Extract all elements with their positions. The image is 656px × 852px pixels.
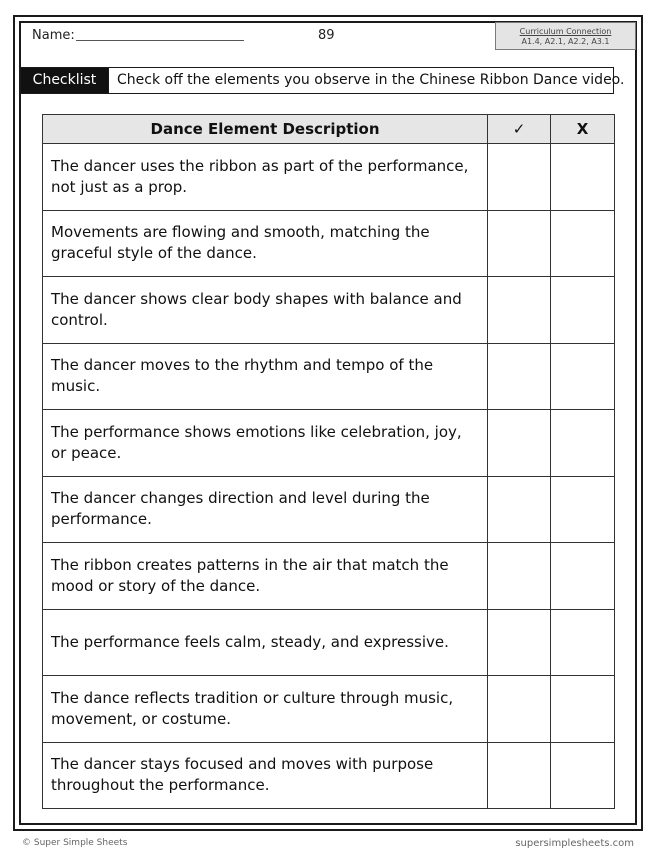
check-cell[interactable] (488, 343, 551, 410)
x-cell[interactable] (551, 144, 615, 211)
table-row (43, 277, 615, 344)
element-description: The dancer moves to the rhythm and tempo of the music. (43, 343, 488, 410)
divider (108, 68, 109, 93)
table-row (43, 476, 615, 543)
curriculum-title: Curriculum Connection (519, 27, 612, 36)
check-cell[interactable] (488, 742, 551, 809)
table-row (43, 676, 615, 743)
x-cell[interactable] (551, 277, 615, 344)
check-header: ✓ (488, 115, 551, 144)
page-number: 89 (318, 28, 335, 43)
x-cell[interactable] (551, 742, 615, 809)
element-description: The performance shows emotions like celebration, joy, or peace. (43, 410, 488, 477)
table-row (43, 742, 615, 809)
x-header: X (551, 115, 615, 144)
check-cell[interactable] (488, 609, 551, 676)
description-header: Dance Element Description (43, 115, 488, 144)
table-row (43, 144, 615, 211)
check-cell[interactable] (488, 543, 551, 610)
x-cell[interactable] (551, 476, 615, 543)
name-label: Name: (32, 28, 75, 43)
x-cell[interactable] (551, 543, 615, 610)
element-description: The dancer changes direction and level during the performance. (43, 476, 488, 543)
x-cell[interactable] (551, 343, 615, 410)
checklist-instruction: Check off the elements you observe in the Chinese Ribbon Dance video. (117, 72, 625, 88)
element-description: The dancer stays focused and moves with purpose throughout the performance. (43, 742, 488, 809)
x-cell[interactable] (551, 410, 615, 477)
element-description: The dancer shows clear body shapes with balance and control. (43, 277, 488, 344)
table-header-row (43, 115, 615, 144)
element-description: The ribbon creates patterns in the air that match the mood or story of the dance. (43, 543, 488, 610)
table-row (43, 543, 615, 610)
check-cell[interactable] (488, 277, 551, 344)
check-cell[interactable] (488, 676, 551, 743)
footer-copyright: © Super Simple Sheets (22, 838, 128, 848)
check-cell[interactable] (488, 144, 551, 211)
element-description: The performance feels calm, steady, and expressive. (43, 609, 488, 676)
check-cell[interactable] (488, 410, 551, 477)
dance-element-table (42, 114, 615, 809)
curriculum-connection-box (495, 22, 636, 50)
x-cell[interactable] (551, 609, 615, 676)
checklist-bar (20, 67, 625, 94)
checklist-tag: Checklist (21, 68, 108, 93)
x-cell[interactable] (551, 210, 615, 277)
footer-website[interactable]: supersimplesheets.com (515, 838, 634, 849)
table-row (43, 410, 615, 477)
table-row (43, 210, 615, 277)
element-description: Movements are flowing and smooth, matching the graceful style of the dance. (43, 210, 488, 277)
check-cell[interactable] (488, 476, 551, 543)
table-row (43, 609, 615, 676)
x-cell[interactable] (551, 676, 615, 743)
element-description: The dancer uses the ribbon as part of the performance, not just as a prop. (43, 144, 488, 211)
curriculum-codes: A1.4, A2.1, A2.2, A3.1 (521, 37, 610, 46)
name-field[interactable] (76, 29, 244, 41)
check-cell[interactable] (488, 210, 551, 277)
table-row (43, 343, 615, 410)
element-description: The dance reflects tradition or culture through music, movement, or costume. (43, 676, 488, 743)
